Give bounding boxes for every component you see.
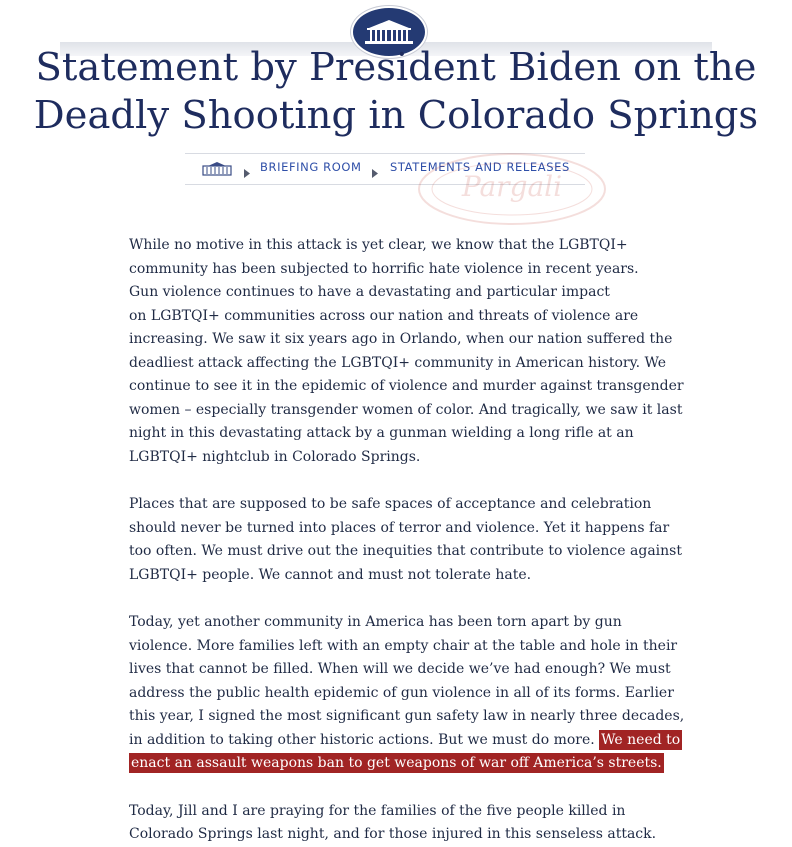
text-line: on LGBTQI+ communities across our nation and threats of violence are — [129, 307, 639, 324]
title-line-1: Statement by President Biden on the — [35, 45, 757, 90]
title-line-2: Deadly Shooting in Colorado Springs — [33, 93, 759, 138]
breadcrumb-briefing-room[interactable]: BRIEFING ROOM — [260, 160, 362, 174]
text-line: women – especially transgender women of color. And tragically, we saw it last — [129, 401, 683, 418]
breadcrumb-statements-and-releases[interactable]: STATEMENTS AND RELEASES — [390, 160, 570, 174]
highlighted-text: enact an assault weapons ban to get weapons of war off America’s streets. — [131, 755, 662, 771]
text-line: too often. We must drive out the inequities that contribute to violence against — [129, 543, 682, 559]
text-line: Gun violence continues to have a devastating and particular impact — [129, 284, 610, 300]
text-line: continue to see it in the epidemic of violence and murder against transgender — [129, 378, 684, 394]
paragraph-1 — [129, 234, 684, 469]
text-line: night in this devastating attack by a gunman wielding a long rifle at an — [129, 425, 634, 441]
breadcrumb — [185, 153, 585, 185]
text-line: deadliest attack affecting the LGBTQI+ community in American history. We — [129, 354, 667, 371]
chevron-right-icon — [244, 163, 250, 182]
text-line: Today, Jill and I are praying for the families of the five people killed in — [129, 802, 626, 819]
text-line: violence. More families left with an empty chair at the table and hole in their — [129, 637, 678, 654]
text-line: LGBTQI+ people. We cannot and must not tolerate hate. — [129, 566, 532, 583]
text-line — [129, 729, 681, 753]
paragraph-2 — [129, 493, 682, 587]
text-segment: in addition to taking other historic actions. But we must do more. — [129, 731, 600, 748]
paragraph-3 — [129, 611, 685, 776]
text-line: Colorado Springs last night, and for those injured in this senseless attack. — [129, 826, 657, 842]
text-line: lives that cannot be filled. When will we decide we’ve had enough? We must — [129, 661, 671, 677]
white-house-icon — [363, 18, 415, 46]
breadcrumb-home-icon[interactable] — [202, 161, 232, 180]
watermark-text: Pargali — [461, 170, 563, 203]
highlighted-text: We need to — [601, 731, 681, 748]
text-line: address the public health epidemic of gun violence in all of its forms. Earlier — [129, 684, 674, 701]
text-line: While no motive in this attack is yet clear, we know that the LGBTQI+ — [129, 237, 628, 253]
text-line: should never be turned into places of terror and violence. Yet it happens far — [129, 519, 670, 536]
chevron-right-icon — [372, 163, 378, 182]
text-line: this year, I signed the most significant gun safety law in nearly three decades, — [129, 708, 685, 724]
paragraph-4 — [129, 800, 657, 847]
text-line: increasing. We saw it six years ago in Orlando, when our nation suffered the — [129, 331, 673, 347]
statement-body — [129, 234, 685, 847]
text-line: community has been subjected to horrific hate violence in recent years. — [129, 260, 639, 277]
text-line — [129, 752, 662, 776]
text-line: Places that are supposed to be safe spaces of acceptance and celebration — [129, 496, 652, 512]
text-line: Today, yet another community in America has been torn apart by gun — [129, 614, 622, 630]
text-line: LGBTQI+ nightclub in Colorado Springs. — [129, 448, 421, 465]
page-title — [30, 44, 762, 140]
